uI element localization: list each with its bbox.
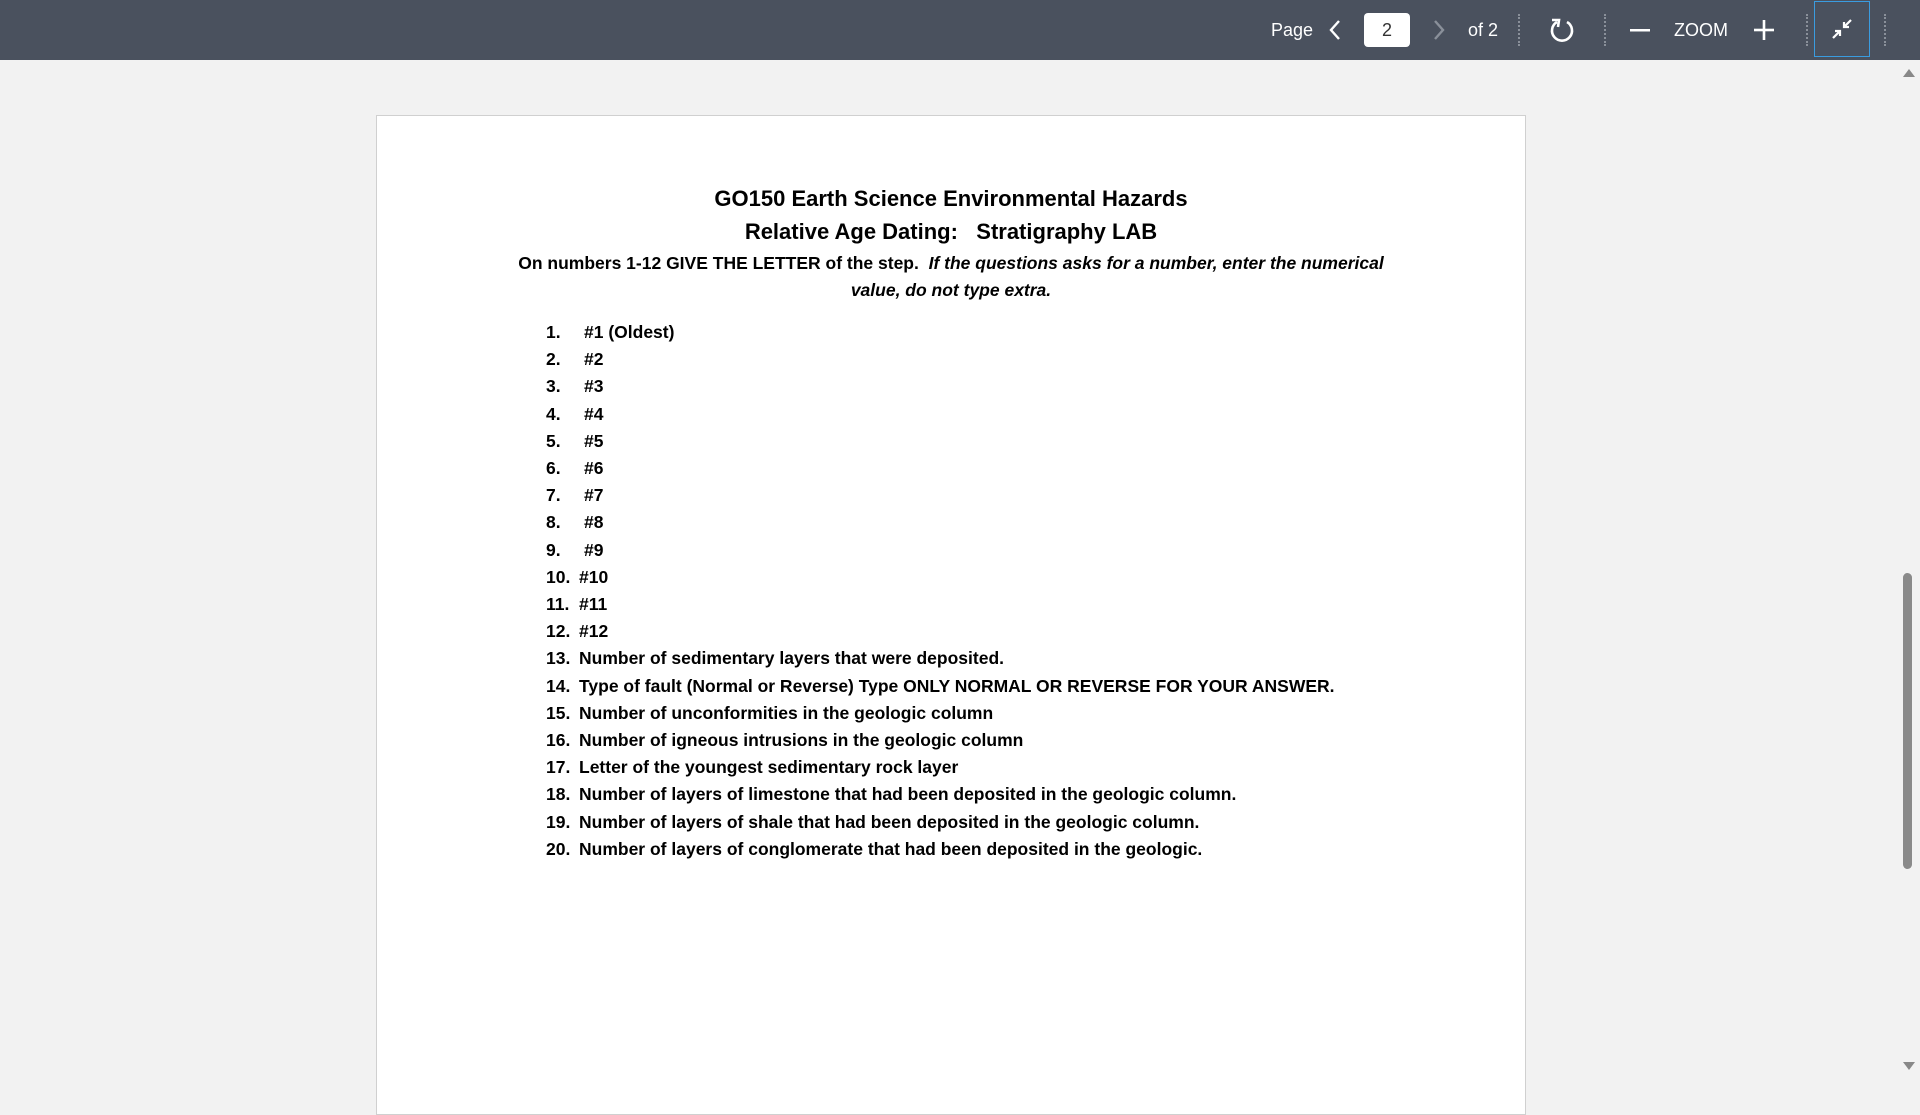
minus-icon	[1630, 28, 1650, 32]
document-title: GO150 Earth Science Environmental Hazards	[714, 186, 1188, 211]
scroll-down-icon	[1903, 1062, 1915, 1070]
item-text: #9	[584, 539, 604, 560]
item-number: 12.	[546, 621, 571, 642]
item-text: #8	[584, 512, 604, 533]
item-number: 8.	[546, 512, 561, 533]
item-number: 6.	[546, 458, 561, 478]
list-item	[546, 567, 608, 588]
list-item	[546, 812, 1199, 833]
scrollbar-thumb[interactable]	[1903, 573, 1912, 869]
zoom-label: ZOOM	[1674, 19, 1728, 40]
instructions-italic: value, do not type extra.	[850, 280, 1052, 300]
item-text: Number of sedimentary layers that were deposited.	[579, 648, 1004, 669]
divider	[1604, 14, 1606, 46]
item-text: #3	[584, 376, 604, 397]
collapse-icon	[1831, 18, 1853, 40]
list-item	[546, 376, 603, 397]
item-text: Type of fault (Normal or Reverse) Type ONLY NORMAL OR REVERSE FOR YOUR ANSWER.	[579, 675, 1335, 696]
instructions-text: On numbers 1-12 GIVE THE LETTER of the step.	[518, 253, 919, 273]
item-text: Letter of the youngest sedimentary rock layer	[579, 757, 959, 778]
chevron-left-icon	[1328, 19, 1342, 41]
item-text: Number of layers of shale that had been deposited in the geologic column.	[579, 811, 1200, 832]
prev-page-button[interactable]	[1320, 0, 1350, 60]
list-item	[546, 485, 603, 506]
item-number: 11.	[546, 594, 570, 614]
list-item	[546, 839, 1202, 860]
list-item	[546, 703, 993, 724]
item-number: 4.	[546, 403, 561, 424]
page-number-input[interactable]	[1364, 13, 1410, 47]
item-text: #2	[584, 349, 604, 370]
plus-icon	[1754, 20, 1774, 40]
scrollbar[interactable]	[1898, 60, 1920, 1080]
pdf-toolbar	[0, 0, 1920, 60]
list-item	[546, 458, 603, 479]
item-number: 17.	[546, 757, 571, 778]
item-text: #4	[584, 403, 604, 424]
item-number: 19.	[546, 811, 571, 832]
page-count: of 2	[1467, 19, 1499, 40]
item-text: Number of unconformities in the geologic column	[579, 702, 994, 723]
page-label: Page	[1270, 19, 1314, 40]
list-item	[546, 757, 958, 778]
rotate-icon	[1549, 17, 1575, 43]
item-number: 13.	[546, 648, 571, 669]
list-item	[546, 404, 603, 425]
item-number: 3.	[546, 376, 561, 397]
list-item	[546, 349, 603, 370]
item-number: 2.	[546, 349, 561, 370]
item-number: 15.	[546, 702, 571, 723]
list-item	[546, 322, 674, 343]
item-text: Number of layers of conglomerate that had been deposited in the geologic.	[579, 838, 1203, 859]
next-page-button[interactable]	[1424, 0, 1454, 60]
item-text: #6	[584, 458, 604, 478]
scroll-up-icon	[1903, 69, 1915, 77]
list-item	[546, 594, 607, 615]
item-number: 18.	[546, 784, 571, 805]
item-number: 14.	[546, 675, 571, 696]
list-item	[546, 676, 1335, 697]
list-item	[546, 621, 608, 642]
rotate-button[interactable]	[1546, 0, 1578, 60]
list-item	[546, 784, 1236, 805]
item-number: 7.	[546, 485, 561, 506]
list-item	[546, 431, 603, 452]
chevron-right-icon	[1432, 19, 1446, 41]
divider	[1884, 14, 1886, 46]
zoom-in-button[interactable]	[1752, 0, 1776, 60]
item-text: #12	[579, 621, 609, 642]
item-text: #5	[584, 430, 604, 451]
item-text: #10	[579, 566, 609, 587]
zoom-out-button[interactable]	[1628, 0, 1652, 60]
item-text: #1 (Oldest)	[584, 322, 675, 342]
instructions-line-1	[376, 253, 1526, 274]
instructions-line-2	[376, 280, 1526, 301]
divider	[1518, 14, 1520, 46]
item-number: 5.	[546, 430, 561, 451]
instructions-italic: If the questions asks for a number, enter the numerical	[928, 253, 1384, 273]
item-text: Number of igneous intrusions in the geologic column	[579, 730, 1024, 750]
item-number: 9.	[546, 539, 561, 560]
exit-fullscreen-button[interactable]	[1814, 1, 1870, 57]
item-text: Number of layers of limestone that had been deposited in the geologic column.	[579, 784, 1237, 805]
item-number: 20.	[546, 838, 571, 859]
item-text: #11	[579, 594, 608, 614]
item-number: 16.	[546, 730, 571, 750]
divider	[1806, 14, 1808, 46]
list-item	[546, 540, 603, 561]
list-item	[546, 730, 1023, 751]
document-subtitle: Relative Age Dating: Stratigraphy LAB	[744, 219, 1158, 244]
item-number: 10.	[546, 566, 571, 587]
item-number: 1.	[546, 322, 561, 342]
list-item	[546, 512, 603, 533]
list-item	[546, 648, 1004, 669]
item-text: #7	[584, 485, 604, 506]
